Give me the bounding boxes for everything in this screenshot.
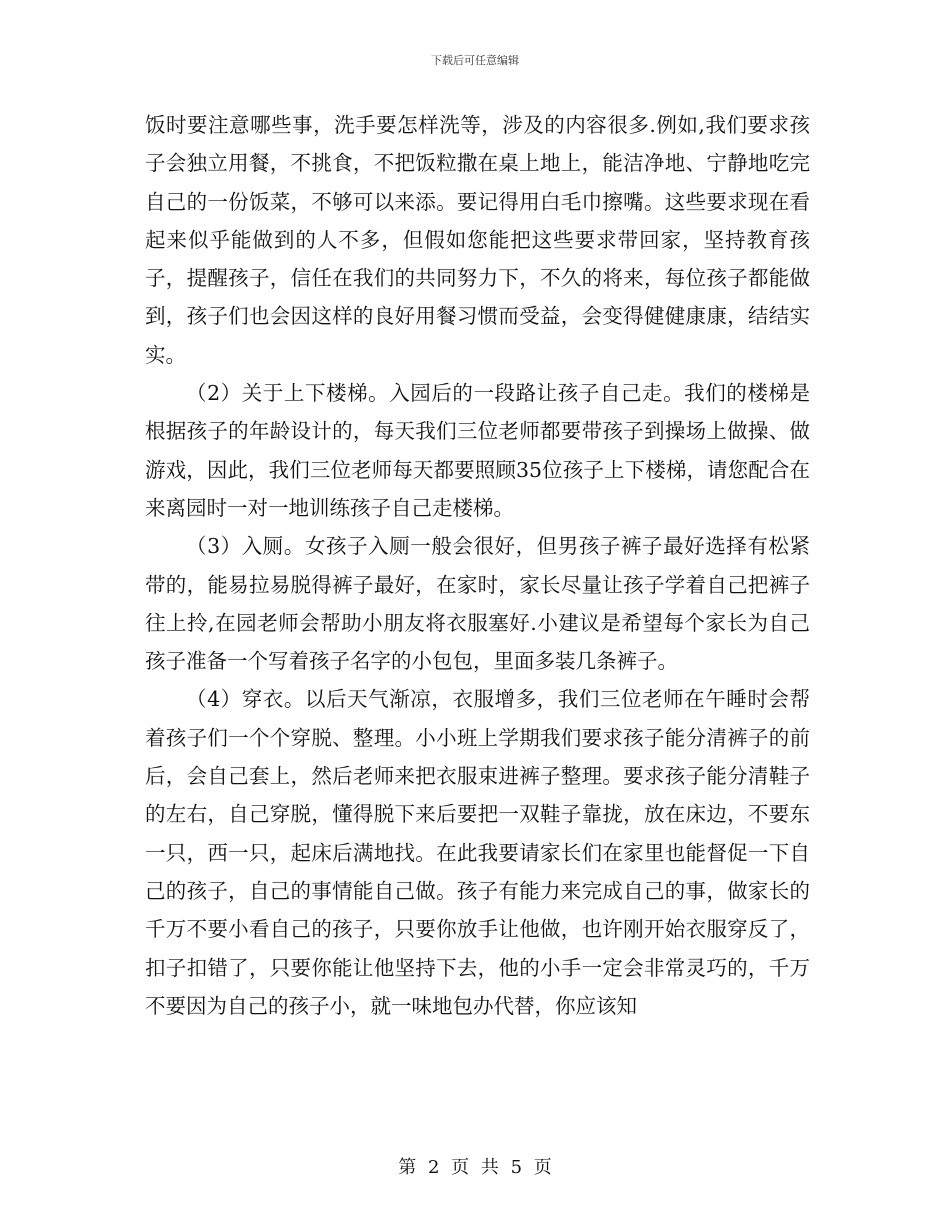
document-body [145,106,810,1025]
page-number: 第 2 页 共 5 页 [398,1157,552,1178]
paragraph-meal-habits: 饭时要注意哪些事，洗手要怎样洗等，涉及的内容很多.例如,我们要求孩子会独立用餐，不挑食，不把饭粒撒在桌上地上，能洁净地、宁静地吃完自己的一份饭菜，不够可以来添。要记得用白毛巾擦嘴。这些要求现在看起来似乎能做到的人不多，但假如您能把这些要求带回家，坚持教育孩子，提醒孩子，信任在我们的共同努力下，不久的将来，每位孩子都能做到，孩子们也会因这样的良好用餐习惯而受益，会变得健健康康，结结实实。 [145,113,810,367]
paragraph-toilet: （3）入厕。女孩子入厕一般会很好，但男孩子裤子最好选择有松紧带的，能易拉易脱得裤子最好，在家时，家长尽量让孩子学着自己把裤子往上拎,在园老师会帮助小朋友将衣服塞好.小建议是希望每个家长为自己孩子准备一个写着孩子名字的小包包，里面多装几条裤子。 [145,534,810,674]
paragraph-dressing: （4）穿衣。以后天气渐凉，衣服增多，我们三位老师在午睡时会帮着孩子们一个个穿脱、整理。小小班上学期我们要求孩子能分清裤子的前后，会自己套上，然后老师来把衣服束进裤子整理。要求孩子能分清鞋子的左右，自己穿脱，懂得脱下来后要把一双鞋子靠拢，放在床边，不要东一只，西一只，起床后满地找。在此我要请家长们在家里也能督促一下自己的孩子，自己的事情能自己做。孩子有能力来完成自己的事，做家长的千万不要小看自己的孩子，只要你放手让他做，也许刚开始衣服穿反了，扣子扣错了，只要你能让他坚持下去，他的小手一定会非常灵巧的，千万不要因为自己的孩子小，就一味地包办代替，你应该知 [145,687,810,1018]
paragraph-stairs: （2）关于上下楼梯。入园后的一段路让孩子自己走。我们的楼梯是根据孩子的年龄设计的，每天我们三位老师都要带孩子到操场上做操、做游戏，因此，我们三位老师每天都要照顾35位孩子上下楼梯，请您配合在来离园时一对一地训练孩子自己走楼梯。 [145,381,810,520]
page-header: 下载后可任意编辑 [431,54,519,67]
